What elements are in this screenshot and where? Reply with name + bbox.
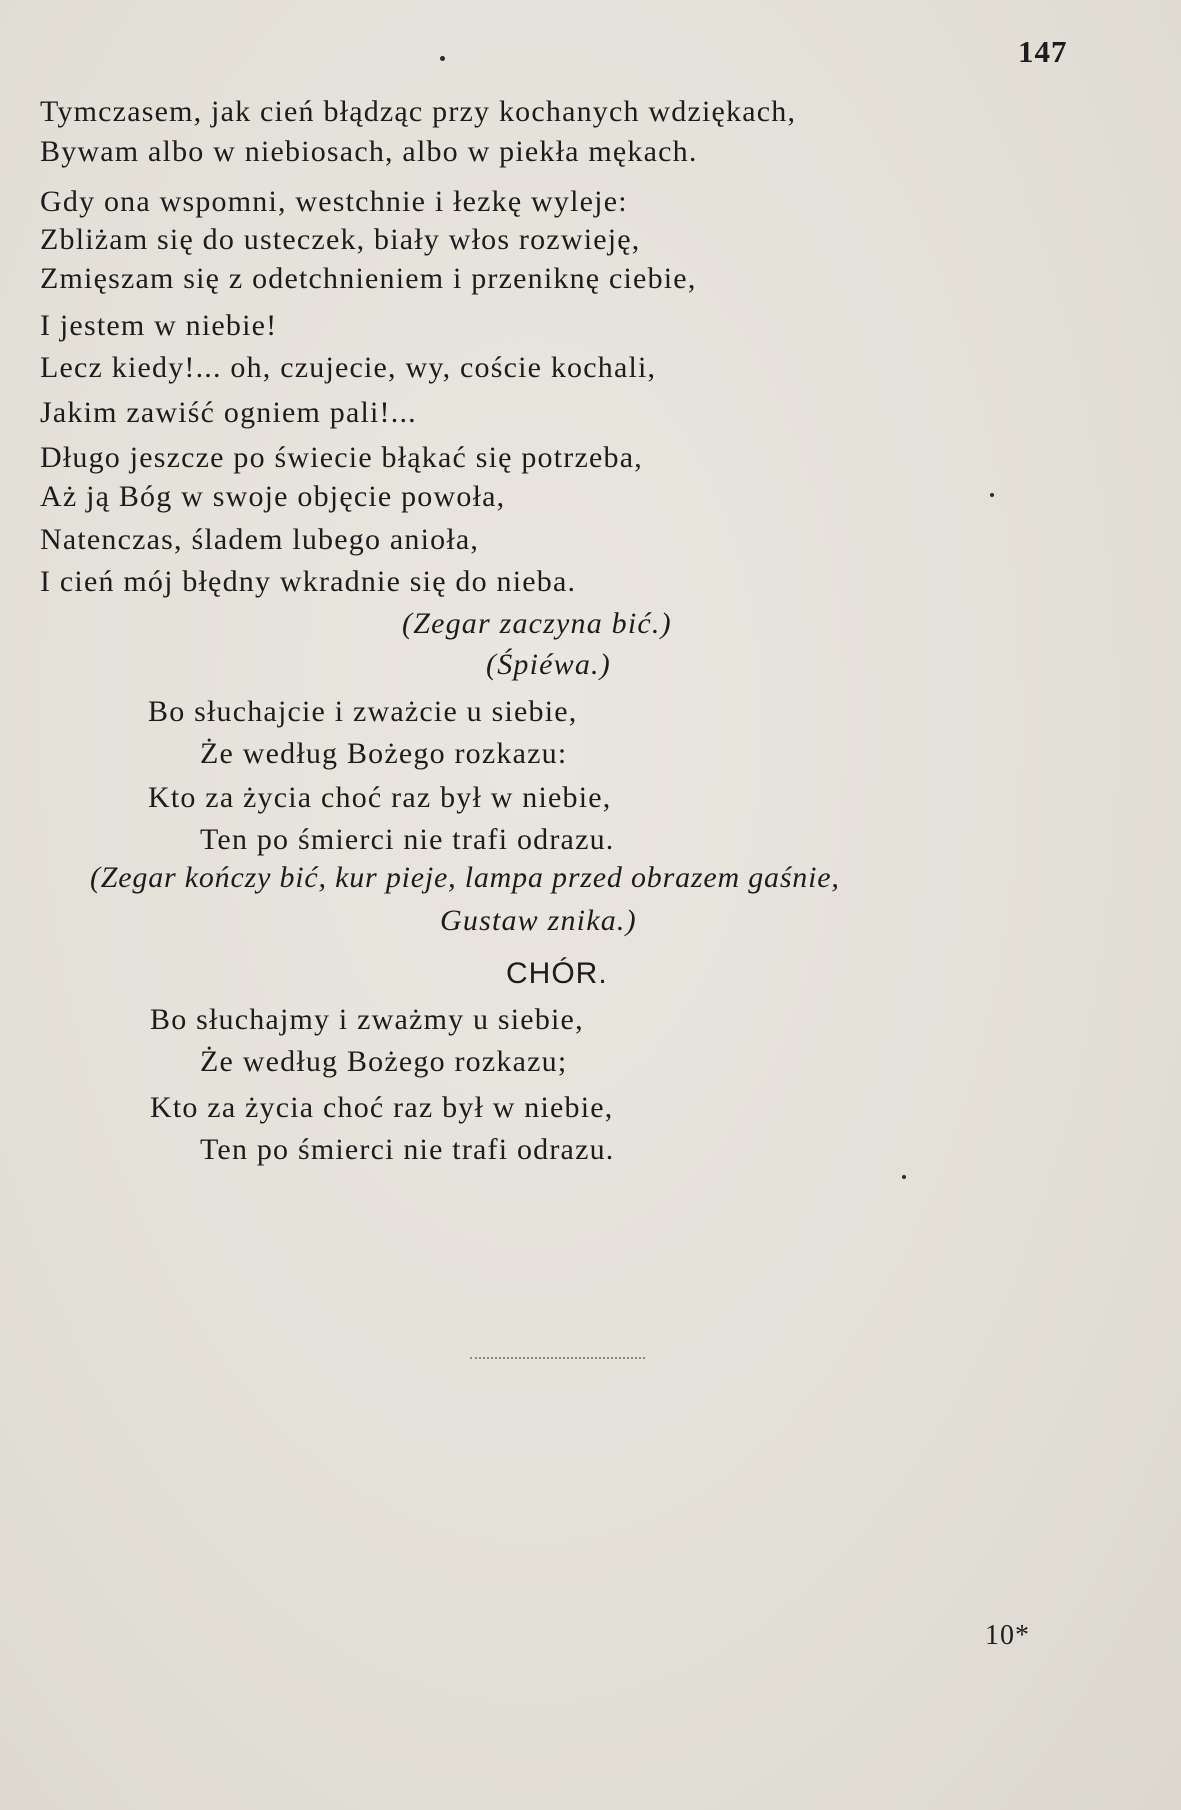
song-line: Że według Bożego rozkazu: xyxy=(200,737,568,770)
page-number: 147 xyxy=(1018,34,1068,69)
chorus-line: Bo słuchajmy i zważmy u siebie, xyxy=(150,1003,584,1036)
stage-direction: (Zegar kończy bić, kur pieje, lampa przed obrazem gaśnie, xyxy=(90,861,840,894)
verse-line: I cień mój błędny wkradnie się do nieba. xyxy=(40,565,577,598)
verse-line: Jakim zawiść ogniem pali!... xyxy=(40,396,417,429)
verse-line: Długo jeszcze po świecie błąkać się potrzeba, xyxy=(40,441,643,474)
song-line: Kto za życia choć raz był w niebie, xyxy=(148,781,612,814)
song-line: Bo słuchajcie i zważcie u siebie, xyxy=(148,695,578,728)
verse-line: Tymczasem, jak cień błądząc przy kochanych wdziękach, xyxy=(40,95,797,128)
song-line: Ten po śmierci nie trafi odrazu. xyxy=(200,823,615,856)
verse-line: I jestem w niebie! xyxy=(40,309,278,342)
stage-direction: Gustaw znika.) xyxy=(440,904,637,937)
verse-line: Zbliżam się do usteczek, biały włos rozwieję, xyxy=(40,223,641,256)
stage-direction: (Zegar zaczyna bić.) xyxy=(402,607,672,640)
verse-line: Zmięszam się z odetchnieniem i przeniknę ciebie, xyxy=(40,262,697,295)
printer-signature: 10* xyxy=(985,1620,1030,1651)
top-dot-mark xyxy=(440,56,445,61)
stage-direction: (Śpiéwa.) xyxy=(486,648,611,681)
verse-line: Gdy ona wspomni, westchnie i łezkę wyleje: xyxy=(40,185,628,218)
chorus-heading: CHÓR. xyxy=(506,957,608,990)
verse-line: Natenczas, śladem lubego anioła, xyxy=(40,523,480,556)
verse-line: Bywam albo w niebiosach, albo w piekła mękach. xyxy=(40,135,698,168)
verse-line: Lecz kiedy!... oh, czujecie, wy, coście kochali, xyxy=(40,351,657,384)
dotted-divider xyxy=(470,1357,645,1359)
verse-line: Aż ją Bóg w swoje objęcie powoła, xyxy=(40,480,506,513)
chorus-line: Ten po śmierci nie trafi odrazu. xyxy=(200,1133,615,1166)
speck-mark xyxy=(990,493,994,497)
speck-mark xyxy=(902,1175,906,1179)
chorus-line: Że według Bożego rozkazu; xyxy=(200,1045,568,1078)
chorus-line: Kto za życia choć raz był w niebie, xyxy=(150,1091,614,1124)
